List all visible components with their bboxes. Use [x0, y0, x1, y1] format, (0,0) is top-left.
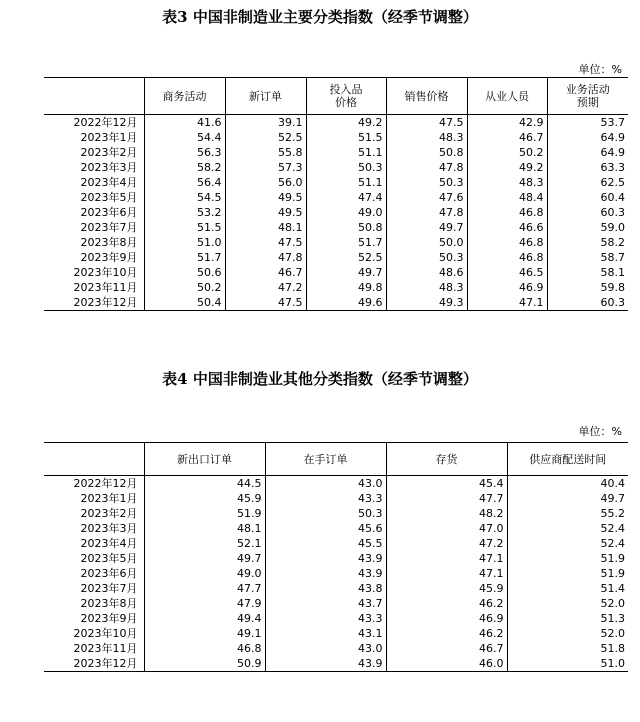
table4-value-cell: 43.0 — [265, 476, 386, 492]
table3-row — [44, 175, 628, 190]
table3-value-cell: 51.7 — [306, 235, 386, 250]
table3-value-cell: 46.9 — [467, 280, 547, 295]
table3-value-cell: 60.4 — [547, 190, 628, 205]
table4-value-cell: 46.7 — [386, 641, 507, 656]
table4-value-cell: 49.0 — [144, 566, 265, 581]
table4-value-cell: 48.2 — [386, 506, 507, 521]
table3-value-cell: 46.8 — [467, 250, 547, 265]
table4-row — [44, 476, 628, 492]
table3-row — [44, 115, 628, 131]
table3-month-cell: 2023年11月 — [73, 281, 138, 294]
table3-value-cell: 50.2 — [144, 280, 225, 295]
table3-month-cell: 2023年9月 — [80, 251, 138, 264]
table3-value-cell: 47.8 — [225, 250, 306, 265]
table3-value-cell: 62.5 — [547, 175, 628, 190]
table3-value-cell: 46.8 — [467, 205, 547, 220]
table4-month-cell: 2023年6月 — [80, 567, 138, 580]
table4-value-cell: 50.9 — [144, 656, 265, 672]
table3-value-cell: 58.1 — [547, 265, 628, 280]
table3-value-cell: 53.7 — [547, 115, 628, 131]
table4-value-cell: 44.5 — [144, 476, 265, 492]
table3-row — [44, 280, 628, 295]
table3-value-cell: 54.5 — [144, 190, 225, 205]
table3-value-cell: 47.6 — [386, 190, 467, 205]
table4-value-cell: 47.0 — [386, 521, 507, 536]
table3-value-cell: 54.4 — [144, 130, 225, 145]
table3-value-cell: 52.5 — [306, 250, 386, 265]
table3-value-cell: 50.8 — [386, 145, 467, 160]
table3-value-cell: 57.3 — [225, 160, 306, 175]
table3-value-cell: 42.9 — [467, 115, 547, 131]
table3-value-cell: 39.1 — [225, 115, 306, 131]
table3-value-cell: 47.5 — [225, 295, 306, 311]
table3-value-cell: 47.1 — [467, 295, 547, 311]
table3-month-cell: 2023年3月 — [80, 161, 138, 174]
table3-month-cell: 2023年5月 — [80, 191, 138, 204]
table4-value-cell: 51.9 — [144, 506, 265, 521]
table3-value-cell: 48.3 — [386, 280, 467, 295]
table3-row — [44, 205, 628, 220]
table3-value-cell: 47.5 — [386, 115, 467, 131]
table4-value-cell: 49.1 — [144, 626, 265, 641]
table4-header-cell: 供应商配送时间 — [507, 443, 628, 476]
table4-row — [44, 521, 628, 536]
table4-value-cell: 49.4 — [144, 611, 265, 626]
table4-row — [44, 566, 628, 581]
table4-header-row — [44, 443, 628, 476]
table4-value-cell: 52.0 — [507, 596, 628, 611]
table4-value-cell: 46.0 — [386, 656, 507, 672]
table3-value-cell: 55.8 — [225, 145, 306, 160]
table4-value-cell: 46.2 — [386, 626, 507, 641]
table3-row — [44, 160, 628, 175]
table4-value-cell: 47.2 — [386, 536, 507, 551]
table4-value-cell: 52.4 — [507, 521, 628, 536]
table4-value-cell: 43.9 — [265, 566, 386, 581]
table3-value-cell: 46.5 — [467, 265, 547, 280]
table3-value-cell: 56.4 — [144, 175, 225, 190]
table3-row — [44, 295, 628, 311]
table4-value-cell: 51.9 — [507, 551, 628, 566]
table3-row — [44, 220, 628, 235]
table4-header-cell — [44, 443, 144, 476]
table3-header-cell: 从业人员 — [467, 78, 547, 115]
table3-month-cell: 2023年10月 — [73, 266, 138, 279]
table4-header-cell: 在手订单 — [265, 443, 386, 476]
table4-value-cell: 47.7 — [386, 491, 507, 506]
table4-value-cell: 43.9 — [265, 551, 386, 566]
table4-value-cell: 47.1 — [386, 566, 507, 581]
table3-value-cell: 50.6 — [144, 265, 225, 280]
table3-value-cell: 41.6 — [144, 115, 225, 131]
table3-value-cell: 48.6 — [386, 265, 467, 280]
table4 — [44, 442, 628, 672]
table3-value-cell: 58.7 — [547, 250, 628, 265]
table3-value-cell: 51.0 — [144, 235, 225, 250]
table4-value-cell: 51.3 — [507, 611, 628, 626]
table3-value-cell: 50.3 — [306, 160, 386, 175]
table4-month-cell: 2023年3月 — [80, 522, 138, 535]
table3-value-cell: 49.6 — [306, 295, 386, 311]
table3-value-cell: 46.7 — [225, 265, 306, 280]
table4-title: 表4 中国非制造业其他分类指数（经季节调整） — [162, 370, 478, 388]
table4-month-cell: 2023年10月 — [73, 627, 138, 640]
table4-value-cell: 45.6 — [265, 521, 386, 536]
table3-month-cell: 2022年12月 — [73, 116, 138, 129]
table3-month-cell: 2023年6月 — [80, 206, 138, 219]
table4-value-cell: 45.5 — [265, 536, 386, 551]
table4-row — [44, 506, 628, 521]
table4-value-cell: 51.0 — [507, 656, 628, 672]
table4-row — [44, 656, 628, 672]
table3-value-cell: 49.7 — [306, 265, 386, 280]
table3-value-cell: 48.1 — [225, 220, 306, 235]
table4-value-cell: 43.1 — [265, 626, 386, 641]
table3 — [44, 77, 628, 311]
table3-value-cell: 49.5 — [225, 190, 306, 205]
table3-value-cell: 56.3 — [144, 145, 225, 160]
table3-value-cell: 49.7 — [386, 220, 467, 235]
table3-value-cell: 58.2 — [547, 235, 628, 250]
table4-value-cell: 45.4 — [386, 476, 507, 492]
table4-value-cell: 52.4 — [507, 536, 628, 551]
table3-value-cell: 64.9 — [547, 145, 628, 160]
table3-header-cell: 投入品 价格 — [306, 78, 386, 115]
table4-row — [44, 551, 628, 566]
table4-value-cell: 45.9 — [144, 491, 265, 506]
table3-header-cell: 商务活动 — [144, 78, 225, 115]
table3-value-cell: 51.1 — [306, 145, 386, 160]
table3-header-cell: 销售价格 — [386, 78, 467, 115]
table4-row — [44, 611, 628, 626]
table3-value-cell: 50.8 — [306, 220, 386, 235]
table4-month-cell: 2023年5月 — [80, 552, 138, 565]
table3-value-cell: 59.0 — [547, 220, 628, 235]
table4-header-cell: 新出口订单 — [144, 443, 265, 476]
table3-value-cell: 50.0 — [386, 235, 467, 250]
table3-title: 表3 中国非制造业主要分类指数（经季节调整） — [162, 8, 478, 26]
table4-value-cell: 43.0 — [265, 641, 386, 656]
table3-month-cell: 2023年12月 — [44, 295, 144, 311]
table3-value-cell: 51.5 — [306, 130, 386, 145]
table3-value-cell: 53.2 — [144, 205, 225, 220]
table4-row — [44, 596, 628, 611]
table3-value-cell: 46.6 — [467, 220, 547, 235]
table4-value-cell: 51.4 — [507, 581, 628, 596]
table3-value-cell: 49.3 — [386, 295, 467, 311]
table4-value-cell: 46.8 — [144, 641, 265, 656]
table4-value-cell: 50.3 — [265, 506, 386, 521]
table3-month-cell: 2023年1月 — [80, 131, 138, 144]
table3-header-row — [44, 78, 628, 115]
table3-value-cell: 47.8 — [386, 160, 467, 175]
table3-header-cell: 业务活动 预期 — [547, 78, 628, 115]
table3-value-cell: 50.4 — [144, 295, 225, 311]
table4-value-cell: 43.8 — [265, 581, 386, 596]
table3-value-cell: 48.4 — [467, 190, 547, 205]
table4-month-cell: 2023年7月 — [80, 582, 138, 595]
table3-value-cell: 51.5 — [144, 220, 225, 235]
table4-month-cell: 2023年1月 — [80, 492, 138, 505]
table3-value-cell: 49.8 — [306, 280, 386, 295]
table4-row — [44, 491, 628, 506]
table3-value-cell: 46.8 — [467, 235, 547, 250]
table4-value-cell: 47.7 — [144, 581, 265, 596]
table4-month-cell: 2023年8月 — [80, 597, 138, 610]
table4-row — [44, 536, 628, 551]
table4-value-cell: 43.9 — [265, 656, 386, 672]
table4-month-cell: 2023年2月 — [80, 507, 138, 520]
table3-month-cell: 2023年8月 — [80, 236, 138, 249]
table3-row — [44, 130, 628, 145]
table3-value-cell: 64.9 — [547, 130, 628, 145]
table4-value-cell: 43.3 — [265, 611, 386, 626]
table4-value-cell: 40.4 — [507, 476, 628, 492]
table3-value-cell: 56.0 — [225, 175, 306, 190]
table3-row — [44, 250, 628, 265]
table3-value-cell: 48.3 — [386, 130, 467, 145]
table3-value-cell: 47.8 — [386, 205, 467, 220]
table3-month-cell: 2023年2月 — [80, 146, 138, 159]
table4-month-cell: 2023年9月 — [80, 612, 138, 625]
table3-value-cell: 58.2 — [144, 160, 225, 175]
table3-value-cell: 46.7 — [467, 130, 547, 145]
table4-value-cell: 49.7 — [507, 491, 628, 506]
table3-value-cell: 49.2 — [467, 160, 547, 175]
table4-value-cell: 47.9 — [144, 596, 265, 611]
table3-value-cell: 50.3 — [386, 175, 467, 190]
table4-header-cell: 存货 — [386, 443, 507, 476]
table4-value-cell: 52.1 — [144, 536, 265, 551]
table4-month-cell: 2023年4月 — [80, 537, 138, 550]
table3-row — [44, 190, 628, 205]
table4-row — [44, 581, 628, 596]
table4-value-cell: 46.2 — [386, 596, 507, 611]
table4-value-cell: 45.9 — [386, 581, 507, 596]
table3-row — [44, 235, 628, 250]
table3-value-cell: 49.5 — [225, 205, 306, 220]
table4-row — [44, 626, 628, 641]
table3-value-cell: 48.3 — [467, 175, 547, 190]
table3-value-cell: 50.2 — [467, 145, 547, 160]
table3-value-cell: 60.3 — [547, 295, 628, 311]
table4-value-cell: 49.7 — [144, 551, 265, 566]
table3-value-cell: 59.8 — [547, 280, 628, 295]
table4-row — [44, 641, 628, 656]
table4-month-cell: 2022年12月 — [73, 477, 138, 490]
table4-month-cell: 2023年12月 — [44, 656, 144, 672]
table4-unit: 单位：% — [578, 425, 622, 438]
table3-value-cell: 49.2 — [306, 115, 386, 131]
table3-value-cell: 50.3 — [386, 250, 467, 265]
table4-value-cell: 51.9 — [507, 566, 628, 581]
table4-value-cell: 48.1 — [144, 521, 265, 536]
table4-value-cell: 43.3 — [265, 491, 386, 506]
table3-value-cell: 60.3 — [547, 205, 628, 220]
table4-value-cell: 47.1 — [386, 551, 507, 566]
table3-value-cell: 47.4 — [306, 190, 386, 205]
table4-value-cell: 43.7 — [265, 596, 386, 611]
table3-value-cell: 47.2 — [225, 280, 306, 295]
table3-header-cell — [44, 78, 144, 115]
table3-value-cell: 49.0 — [306, 205, 386, 220]
table3-header-cell: 新订单 — [225, 78, 306, 115]
table3-value-cell: 52.5 — [225, 130, 306, 145]
table3-unit: 单位：% — [578, 63, 622, 76]
table3-value-cell: 51.1 — [306, 175, 386, 190]
table3-value-cell: 51.7 — [144, 250, 225, 265]
table3-value-cell: 63.3 — [547, 160, 628, 175]
table4-value-cell: 51.8 — [507, 641, 628, 656]
table4-month-cell: 2023年11月 — [73, 642, 138, 655]
table3-month-cell: 2023年4月 — [80, 176, 138, 189]
table4-value-cell: 55.2 — [507, 506, 628, 521]
table3-row — [44, 265, 628, 280]
table3-month-cell: 2023年7月 — [80, 221, 138, 234]
table3-row — [44, 145, 628, 160]
table4-value-cell: 52.0 — [507, 626, 628, 641]
table3-value-cell: 47.5 — [225, 235, 306, 250]
table4-value-cell: 46.9 — [386, 611, 507, 626]
